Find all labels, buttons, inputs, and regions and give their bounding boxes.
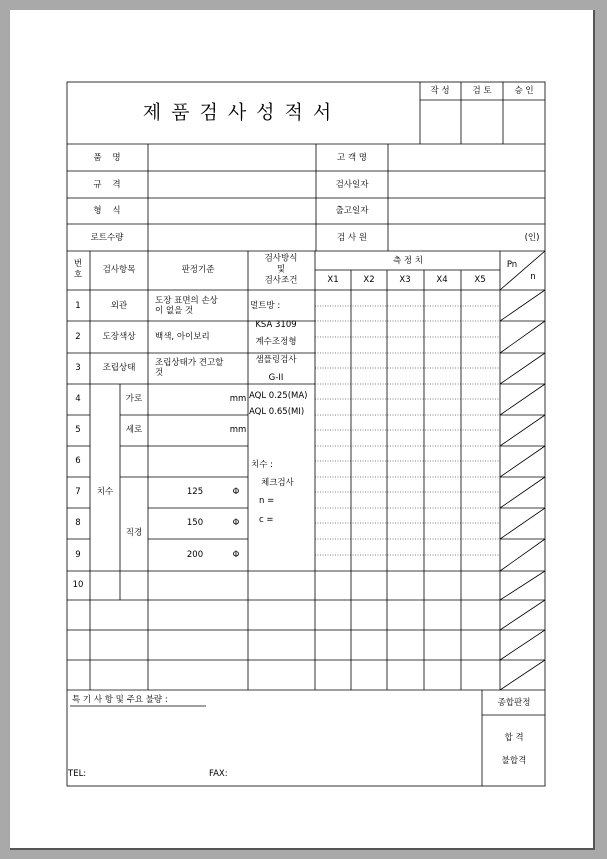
- method-line-9: 체크검사: [261, 477, 294, 488]
- notes-field[interactable]: [68, 709, 481, 767]
- diameter-unit-200: Φ: [232, 549, 240, 560]
- row-no-2: 2: [75, 331, 81, 342]
- header-items: 검사항목: [102, 264, 136, 275]
- diameter-unit-125: Φ: [232, 486, 240, 497]
- header-no: 번호: [73, 259, 83, 280]
- header-pn: Pn: [506, 259, 518, 270]
- field-ship-date[interactable]: [389, 199, 544, 223]
- judgment-fail[interactable]: 불합격: [501, 755, 527, 766]
- row-no-7: 7: [75, 486, 81, 497]
- item-assembly: 조립상태: [102, 362, 136, 373]
- field-type[interactable]: [149, 199, 315, 223]
- header-x1: X1: [327, 274, 339, 285]
- unit-width: mm: [229, 393, 247, 404]
- row-no-9: 9: [75, 549, 81, 560]
- approval-approve-label: 승 인: [514, 85, 534, 96]
- diameter-value-125: 125: [186, 486, 204, 497]
- label-item-name: 품 명: [93, 152, 121, 163]
- approval-author-sign-box[interactable]: [421, 101, 460, 143]
- field-item-name[interactable]: [149, 145, 315, 170]
- row-no-3: 3: [75, 362, 81, 373]
- label-inspector: 검 사 원: [336, 232, 368, 243]
- item-appearance: 외관: [110, 300, 128, 311]
- header-x2: X2: [363, 274, 375, 285]
- method-line-7: AQL 0.65(MI): [249, 406, 305, 417]
- approval-review-sign-box[interactable]: [462, 101, 502, 143]
- field-inspector[interactable]: [389, 225, 519, 250]
- item-paint-color: 도장색상: [102, 331, 136, 342]
- notes-label: 특 기 사 항 및 주요 불량 :: [72, 694, 168, 705]
- sub-width: 가로: [125, 393, 143, 404]
- field-spec[interactable]: [149, 172, 315, 197]
- field-customer[interactable]: [389, 145, 544, 170]
- header-criteria: 판정기준: [181, 264, 215, 275]
- row-no-1: 1: [75, 300, 81, 311]
- label-lot-qty: 로트수량: [90, 232, 124, 243]
- label-spec: 규 격: [93, 179, 121, 190]
- header-x4: X4: [436, 274, 448, 285]
- seal-mark: (인): [524, 232, 540, 243]
- row-no-8: 8: [75, 517, 81, 528]
- header-x3: X3: [399, 274, 411, 285]
- field-lot-qty[interactable]: [149, 225, 315, 250]
- criteria-paint-color: 백색, 아이보리: [155, 331, 210, 342]
- label-type: 형 식: [93, 205, 121, 216]
- method-line-5: G-II: [268, 372, 284, 383]
- label-customer: 고 객 명: [336, 152, 368, 163]
- method-line-10: n =: [259, 495, 275, 506]
- method-line-11: c =: [259, 514, 274, 525]
- criteria-appearance: 도장 표면의 손상 이 없을 것: [155, 296, 218, 316]
- header-measure: 측 정 치: [392, 255, 424, 266]
- unit-length: mm: [229, 424, 247, 435]
- row-no-4: 4: [75, 393, 81, 404]
- document-page: [10, 10, 595, 850]
- header-n: n: [530, 271, 536, 282]
- criteria-assembly: 조립상태가 견고할 것: [155, 358, 224, 378]
- approval-author-label: 작 성: [430, 85, 450, 96]
- judgment-title: 종합판정: [497, 697, 531, 708]
- approval-approve-sign-box[interactable]: [504, 101, 544, 143]
- tel-label: TEL:: [68, 768, 87, 779]
- method-line-1: 멀트방 :: [250, 300, 281, 311]
- approval-review-label: 검 토: [472, 85, 492, 96]
- sub-diameter: 직경: [125, 527, 143, 538]
- diameter-unit-150: Φ: [232, 517, 240, 528]
- label-inspect-date: 검사일자: [335, 179, 369, 190]
- method-line-2: KSA 3109: [255, 319, 297, 330]
- method-line-3: 계수조정형: [255, 336, 297, 347]
- label-ship-date: 출고일자: [335, 205, 369, 216]
- judgment-pass[interactable]: 합 격: [504, 732, 524, 743]
- row-no-6: 6: [75, 455, 81, 466]
- diameter-value-200: 200: [186, 549, 204, 560]
- method-line-4: 샘플링검사: [255, 354, 297, 365]
- sub-length: 세로: [125, 424, 143, 435]
- field-inspect-date[interactable]: [389, 172, 544, 197]
- header-method: 검사방식 및 검사조건: [264, 253, 298, 286]
- header-x5: X5: [474, 274, 486, 285]
- method-line-6: AQL 0.25(MA): [249, 390, 308, 401]
- diameter-value-150: 150: [186, 517, 204, 528]
- fax-label: FAX:: [209, 768, 228, 779]
- row-no-10: 10: [72, 579, 84, 590]
- document-title: 제품검사성적서: [142, 101, 342, 124]
- row-no-5: 5: [75, 424, 81, 435]
- method-line-8: 치수 :: [251, 459, 273, 470]
- item-dimension: 치수: [96, 486, 114, 497]
